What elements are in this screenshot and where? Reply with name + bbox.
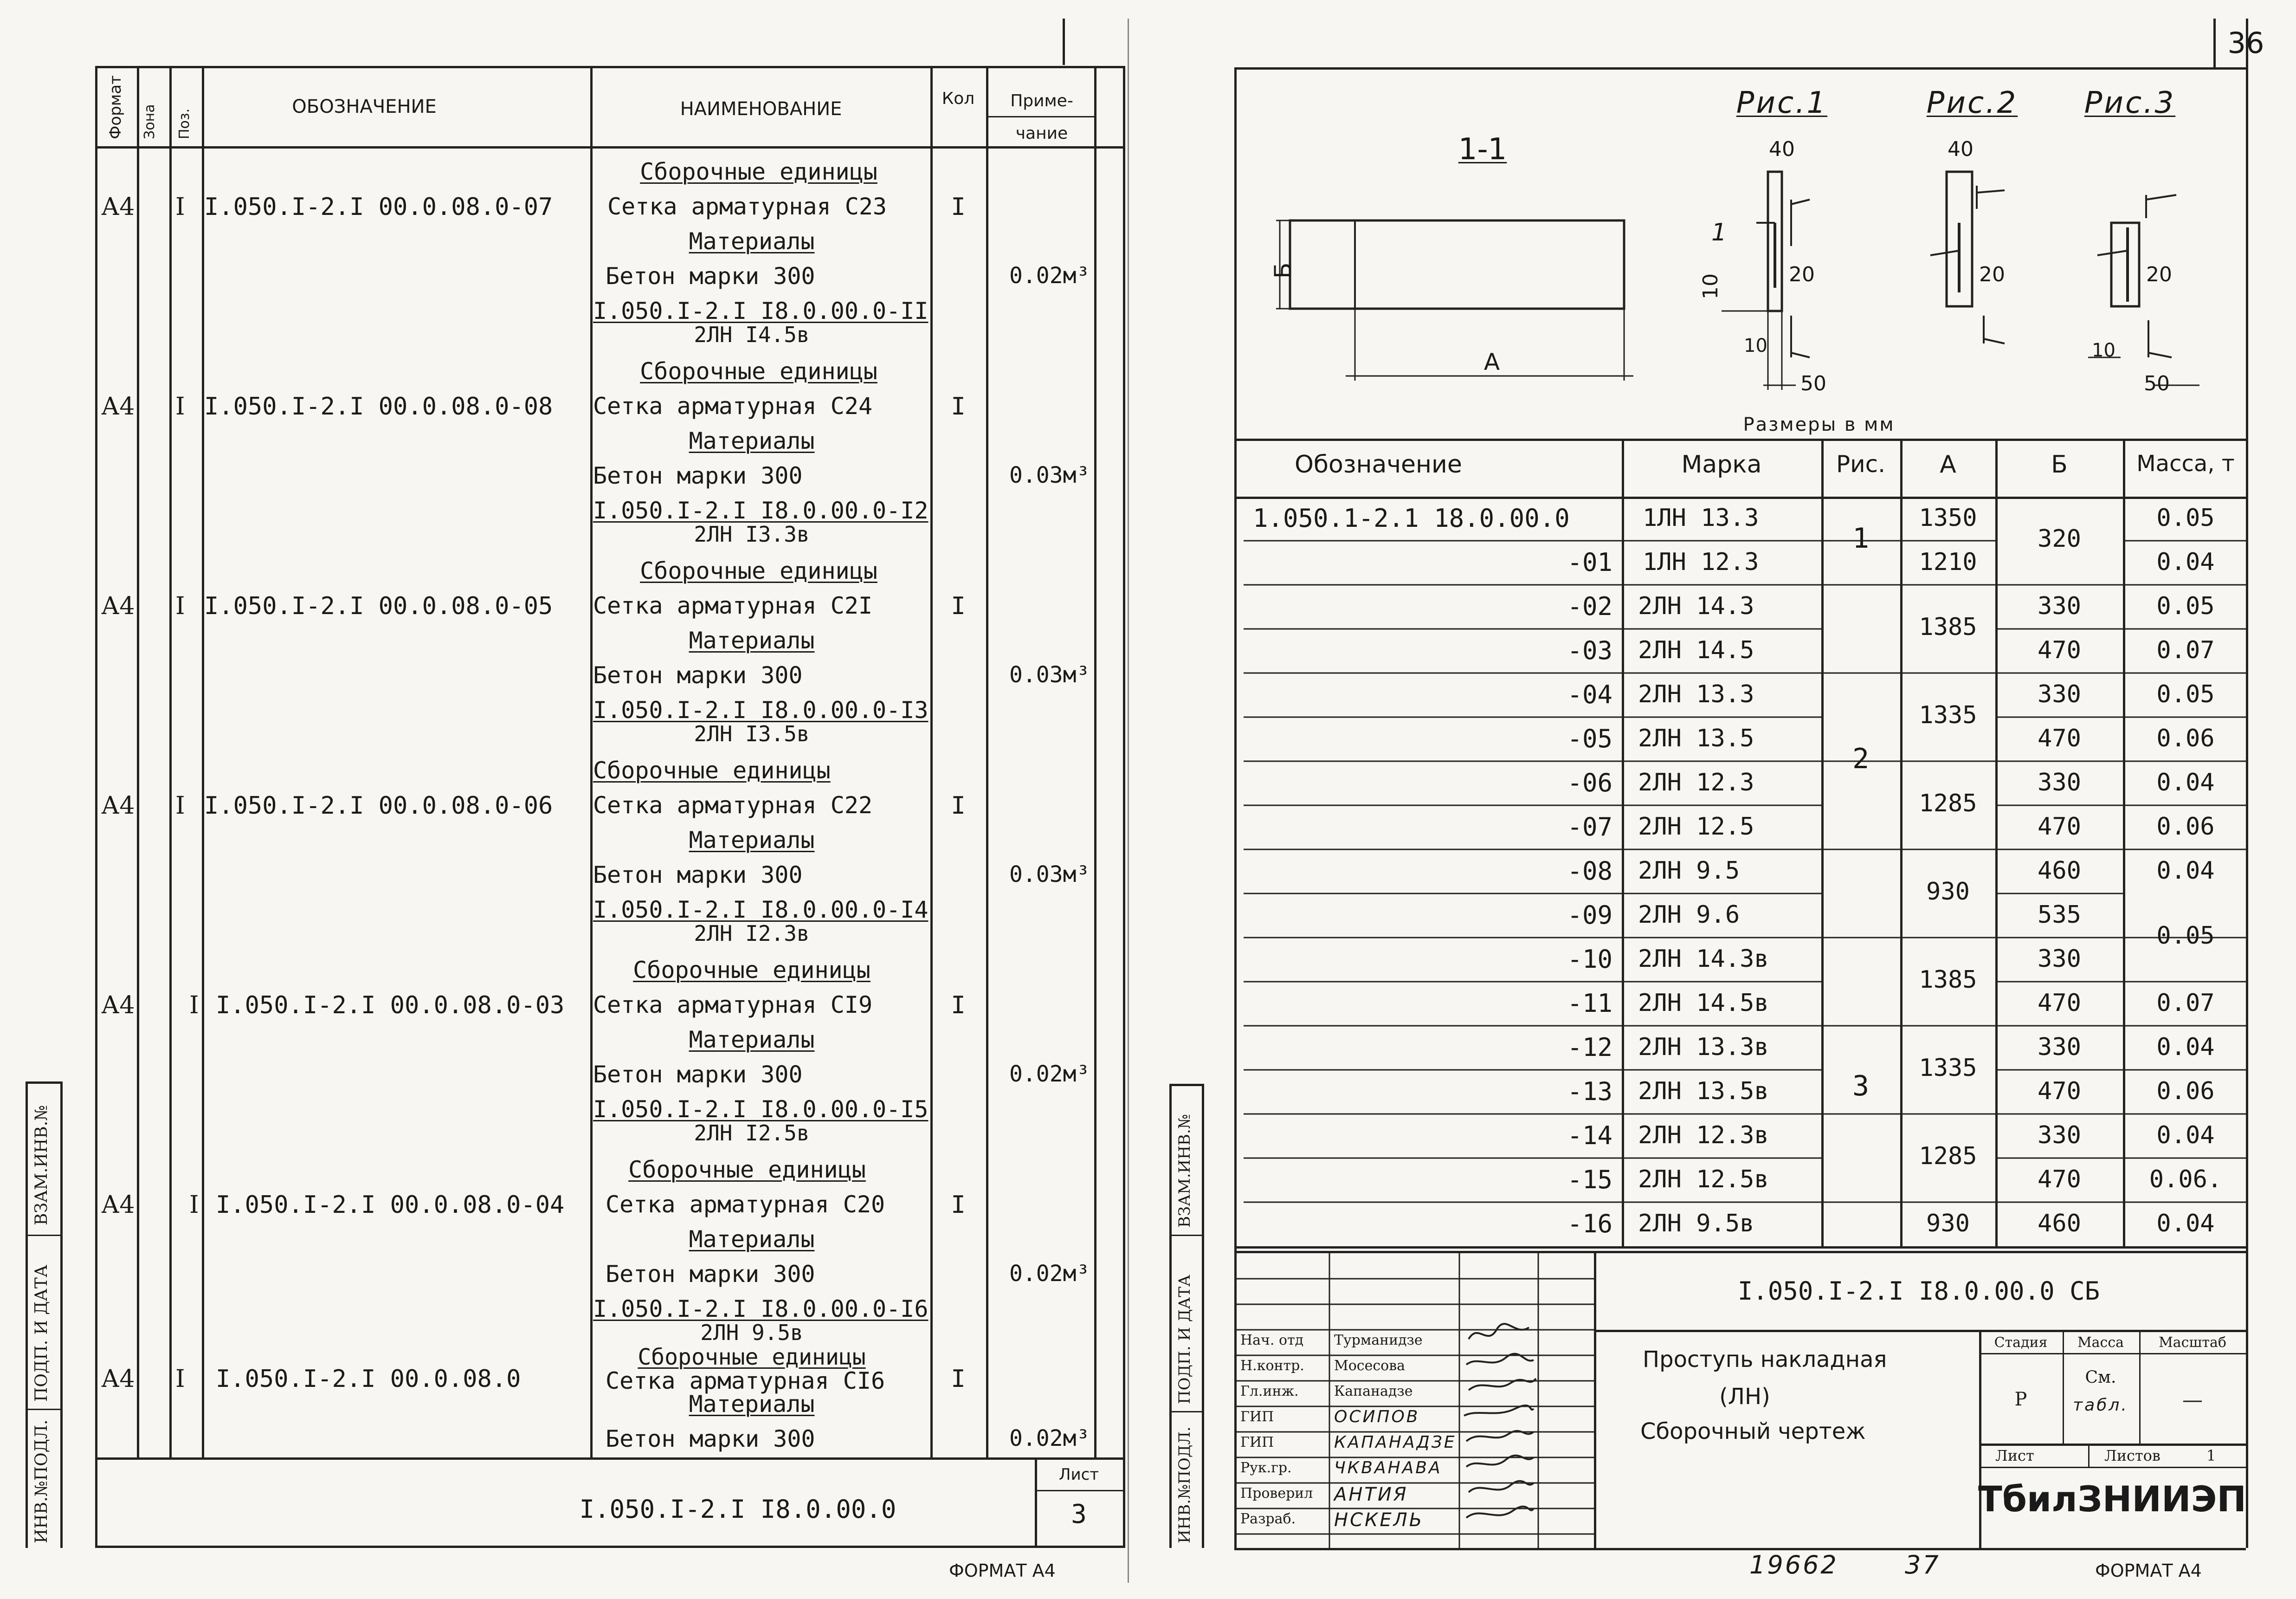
row-b: 320 <box>2038 525 2081 553</box>
row-b: 330 <box>2038 769 2081 796</box>
row-mark: 2ЛН 14.3в <box>1638 945 1769 973</box>
row-b: 470 <box>2038 725 2081 752</box>
row-mass: 0.04 <box>2156 769 2215 796</box>
tb-mass-1: См. <box>2085 1368 2116 1387</box>
th-designation: Обозначение <box>1295 451 1462 479</box>
fig3-drawing <box>2060 158 2209 399</box>
tb-stage-bottom <box>1979 1444 2246 1446</box>
right-frame-bottom <box>1234 1548 2246 1550</box>
row-b: 470 <box>2038 1077 2081 1105</box>
row-a: 1335 <box>1919 701 1977 729</box>
tb-title-2: (ЛН) <box>1719 1384 1770 1410</box>
row-mark: 2ЛН 13.5 <box>1638 725 1754 752</box>
item-ref: I.050.I-2.I I8.0.00.0-I2 <box>593 497 929 524</box>
tb-code: I.050.I-2.I I8.0.00.0 СБ <box>1737 1276 2100 1306</box>
item-note: 0.02м³ <box>1009 1261 1090 1287</box>
left-col-qty <box>986 66 988 1458</box>
row-mark: 2ЛН 13.5в <box>1638 1077 1769 1105</box>
item-format: А4 <box>101 1191 135 1219</box>
item-materials: Материалы <box>689 1026 815 1053</box>
row-b: 470 <box>2038 636 2081 664</box>
fig2-dim-20: 20 <box>1979 263 2005 286</box>
row-b: 470 <box>2038 1165 2081 1193</box>
left-header-bottom <box>95 146 1123 149</box>
header-note-divider <box>986 116 1094 117</box>
fig1-label: Рис.1 <box>1736 86 1828 120</box>
item-format: А4 <box>101 1365 135 1393</box>
row-mass: 0.05 <box>2156 504 2215 532</box>
left-stamp-div-1 <box>26 1235 60 1236</box>
role: Разраб. <box>1240 1511 1296 1527</box>
item-pos: I <box>175 1365 185 1393</box>
header-name: НАИМЕНОВАНИЕ <box>680 98 842 120</box>
row-b: 330 <box>2038 592 2081 620</box>
left-frame-right <box>1123 66 1125 1548</box>
item-assembly: Сетка арматурная С22 <box>593 792 873 819</box>
row-mass: 0.05 <box>2156 922 2215 950</box>
right-stamp-inner <box>1202 1084 1204 1548</box>
item-assembly: Сетка арматурная С24 <box>593 393 873 420</box>
tb-sheets-label: Листов <box>2104 1447 2161 1464</box>
header-note-2: чание <box>1015 124 1068 143</box>
fig2-drawing <box>1903 158 2023 381</box>
tb-title-1: Проступь накладная <box>1643 1347 1887 1372</box>
tb-sheet-header <box>1979 1467 2246 1468</box>
page-number: 36 <box>2227 26 2264 60</box>
item-qty: I <box>951 592 966 620</box>
left-col-designation <box>590 66 593 1458</box>
fig3-label: Рис.3 <box>2084 86 2176 120</box>
name: АНТИЯ <box>1334 1484 1408 1505</box>
row-suffix: -07 <box>1567 812 1612 842</box>
row-mark: 2ЛН 13.3в <box>1638 1033 1769 1061</box>
item-pos: I <box>189 991 199 1019</box>
item-ref: I.050.I-2.I I8.0.00.0-II <box>593 298 929 324</box>
row-mark: 2ЛН 13.3 <box>1638 680 1754 708</box>
item-materials: Материалы <box>689 627 815 654</box>
row-mass: 0.05 <box>2156 592 2215 620</box>
tb-code-bottom <box>1594 1330 2246 1332</box>
left-stamp-replace: ВЗАМ.ИНВ.№ <box>32 1105 51 1225</box>
left-format-label: ФОРМАТ А4 <box>949 1560 1056 1581</box>
role: ГИП <box>1240 1434 1274 1450</box>
right-stamp-div-1 <box>1169 1235 1202 1236</box>
item-materials: Материалы <box>689 1391 815 1418</box>
item-qty: I <box>951 1191 966 1219</box>
dim-a: А <box>1483 349 1500 375</box>
fig2-dim-40: 40 <box>1948 137 1974 161</box>
row-b: 460 <box>2038 1210 2081 1237</box>
item-concrete: Бетон марки 300 <box>593 1061 803 1088</box>
row-b: 330 <box>2038 1033 2081 1061</box>
row-suffix: -02 <box>1567 592 1612 621</box>
item-ref: I.050.I-2.I I8.0.00.0-I4 <box>593 896 929 923</box>
item-concrete: Бетон марки 300 <box>606 1425 815 1452</box>
item-format: А4 <box>101 193 135 221</box>
tb-sheet-label: Лист <box>1995 1447 2034 1464</box>
item-qty: I <box>951 991 966 1019</box>
name: ЧКВАНАВА <box>1334 1458 1442 1477</box>
row-mark: 2ЛН 12.5в <box>1638 1165 1769 1193</box>
item-section: Сборочные единицы <box>640 557 877 584</box>
name: Мосесова <box>1334 1358 1405 1374</box>
item-format: А4 <box>101 393 135 421</box>
fig1-dim-50: 50 <box>1800 372 1826 395</box>
left-col-note <box>1094 66 1096 1458</box>
row-mark: 2ЛН 9.5в <box>1638 1210 1754 1237</box>
left-stamp-div-2 <box>26 1409 60 1410</box>
row-a: 1385 <box>1919 613 1977 641</box>
item-ref-name: 2ЛН 9.5в <box>700 1320 803 1345</box>
item-qty: I <box>951 193 966 221</box>
row-mass: 0.06 <box>2156 813 2215 841</box>
row-mark: 1ЛН 12.3 <box>1643 548 1759 576</box>
row-suffix: -03 <box>1567 636 1612 665</box>
item-designation: I.050.I-2.I 00.0.08.0-03 <box>216 991 565 1019</box>
row-mass: 0.04 <box>2156 1121 2215 1149</box>
row-mark: 2ЛН 9.5 <box>1638 857 1740 885</box>
right-stamp-inv: ИНВ.№ПОДЛ. <box>1175 1426 1194 1543</box>
row-mass: 0.06 <box>2156 1077 2215 1105</box>
left-frame-bottom <box>95 1546 1123 1548</box>
role: Гл.инж. <box>1240 1383 1299 1399</box>
page-fold <box>1128 19 1129 1583</box>
tb-mass-2: табл. <box>2073 1396 2128 1415</box>
row-a: 1285 <box>1919 1142 1977 1170</box>
item-assembly: Сетка арматурная С23 <box>607 193 887 220</box>
row-mass: 0.04 <box>2156 548 2215 576</box>
row-mass: 0.07 <box>2156 989 2215 1017</box>
row-mass: 0.07 <box>2156 636 2215 664</box>
header-format: Формат <box>106 75 125 139</box>
fig1-dim-10a: 10 <box>1699 273 1722 299</box>
left-footer-code: I.050.I-2.I I8.0.00.0 <box>579 1495 896 1524</box>
section-label: 1-1 <box>1458 132 1507 167</box>
fig1-dim-20: 20 <box>1789 263 1815 286</box>
item-note: 0.03м³ <box>1009 462 1090 488</box>
row-suffix: -08 <box>1567 856 1612 886</box>
th-b: Б <box>2051 451 2068 479</box>
row-a: 1210 <box>1919 548 1977 576</box>
row-mark: 1ЛН 13.3 <box>1643 504 1759 532</box>
role: Н.контр. <box>1240 1358 1304 1374</box>
name: Турманидзе <box>1334 1332 1423 1348</box>
tb-stage: Р <box>2014 1389 2027 1410</box>
item-qty: I <box>951 792 966 820</box>
left-footer-divider <box>1035 1457 1037 1548</box>
left-stamp-sign: ПОДП. И ДАТА <box>32 1264 51 1402</box>
page-number-box <box>2213 19 2216 67</box>
item-ref: I.050.I-2.I I8.0.00.0-I6 <box>593 1295 929 1322</box>
left-col-zone <box>169 66 172 1458</box>
item-designation: I.050.I-2.I 00.0.08.0 <box>216 1365 521 1393</box>
fig1-dim-10b: 10 <box>1744 335 1767 356</box>
right-sheet-number: 37 <box>1905 1550 1941 1580</box>
row-mark: 2ЛН 14.5 <box>1638 636 1754 664</box>
row-a: 1335 <box>1919 1054 1977 1082</box>
item-ref-name: 2ЛН I2.3в <box>694 921 810 946</box>
item-qty: I <box>951 1365 966 1393</box>
header-pos: Поз. <box>176 108 193 139</box>
row-b: 460 <box>2038 857 2081 885</box>
row-a: 1350 <box>1919 504 1977 532</box>
item-pos: I <box>189 1191 199 1219</box>
row-mass: 0.04 <box>2156 857 2215 885</box>
header-zone: Зона <box>142 104 158 139</box>
tb-title-3: Сборочный чертеж <box>1640 1418 1866 1444</box>
row-mass: 0.04 <box>2156 1210 2215 1237</box>
item-note: 0.02м³ <box>1009 263 1090 289</box>
right-stamp-sign: ПОДП. И ДАТА <box>1175 1275 1194 1404</box>
item-pos: I <box>175 393 185 421</box>
header-qty: Кол <box>942 89 975 108</box>
row-mark: 2ЛН 14.5в <box>1638 989 1769 1017</box>
row-a: 1285 <box>1919 790 1977 817</box>
row-a: 930 <box>1926 1210 1970 1237</box>
inv-number: 19662 <box>1749 1550 1838 1580</box>
header-note-1: Приме- <box>1010 91 1073 110</box>
item-materials: Материалы <box>689 1226 815 1253</box>
item-concrete: Бетон марки 300 <box>593 861 803 888</box>
left-stamp-inner <box>60 1081 63 1548</box>
row-mark: 2ЛН 12.3 <box>1638 769 1754 796</box>
left-frame-tick <box>1063 19 1065 65</box>
left-footer-sheet-divider <box>1035 1490 1123 1491</box>
row-suffix: -04 <box>1567 680 1612 709</box>
item-materials: Материалы <box>689 228 815 255</box>
name: Капанадзе <box>1334 1383 1413 1399</box>
item-assembly: Сетка арматурная СI6 <box>606 1367 885 1394</box>
row-b: 330 <box>2038 680 2081 708</box>
item-section: Сборочные единицы <box>638 1344 866 1370</box>
row-a: 930 <box>1926 878 1970 906</box>
tb-scale: — <box>2182 1388 2203 1412</box>
name: ОСИПОВ <box>1334 1407 1420 1426</box>
left-footer-sheet-label: Лист <box>1058 1465 1099 1484</box>
tb-org: ТбилЗНИИЭП <box>1978 1478 2247 1520</box>
row-b: 330 <box>2038 945 2081 973</box>
item-section: Сборочные единицы <box>628 1156 866 1183</box>
item-designation: I.050.I-2.I 00.0.08.0-07 <box>204 193 553 221</box>
item-note: 0.03м³ <box>1009 662 1090 688</box>
role: Проверил <box>1240 1485 1313 1502</box>
row-fig: 2 <box>1852 743 1870 775</box>
row-mark: 2ЛН 12.5 <box>1638 813 1754 841</box>
left-frame-top <box>95 66 1123 68</box>
item-designation: I.050.I-2.I 00.0.08.0-04 <box>216 1191 565 1219</box>
item-pos: I <box>175 792 185 820</box>
tb-mass-label: Масса <box>2077 1334 2124 1351</box>
right-stamp-replace: ВЗАМ.ИНВ.№ <box>1175 1114 1194 1228</box>
tb-stage-header <box>1979 1353 2246 1354</box>
item-note: 0.02м³ <box>1009 1061 1090 1087</box>
tb-stage-label: Стадия <box>1994 1334 2048 1351</box>
item-ref-name: 2ЛН I4.5в <box>694 322 810 347</box>
item-pos: I <box>175 592 185 620</box>
role: Рук.гр. <box>1240 1460 1292 1476</box>
tb-stage-div-1 <box>2063 1330 2064 1444</box>
table-top <box>1234 439 2246 441</box>
left-col-format <box>137 66 139 1458</box>
role: ГИП <box>1240 1409 1274 1425</box>
row-suffix: -06 <box>1567 768 1612 797</box>
item-format: А4 <box>101 792 135 820</box>
left-stamp-outer <box>26 1081 28 1548</box>
dim-b: Б <box>1270 262 1296 278</box>
row-suffix: -10 <box>1567 945 1612 974</box>
left-stamp-top <box>26 1081 60 1084</box>
tb-sheet-div <box>2088 1444 2090 1467</box>
name: КАПАНАДЗЕ <box>1334 1433 1457 1452</box>
item-designation: I.050.I-2.I 00.0.08.0-05 <box>204 592 553 620</box>
item-note: 0.02м³ <box>1009 1425 1090 1451</box>
th-mass: Масса, т <box>2136 451 2235 477</box>
row-b: 470 <box>2038 813 2081 841</box>
left-footer-top <box>95 1457 1123 1460</box>
tb-left-div <box>1594 1251 1596 1548</box>
right-stamp-outer <box>1169 1084 1172 1548</box>
th-fig: Рис. <box>1836 451 1886 478</box>
row-a: 1385 <box>1919 966 1977 994</box>
item-assembly: Сетка арматурная СI9 <box>593 991 873 1018</box>
fig2-label: Рис.2 <box>1926 86 2018 120</box>
item-pos: I <box>175 193 185 221</box>
item-section: Сборочные единицы <box>640 158 877 185</box>
fig1-cut-mark: 1 <box>1711 219 1729 246</box>
row-mass: 0.06. <box>2149 1165 2222 1193</box>
row-mark: 2ЛН 14.3 <box>1638 592 1754 620</box>
item-qty: I <box>951 393 966 421</box>
row-b: 470 <box>2038 989 2081 1017</box>
fig3-dim-50: 50 <box>2144 372 2170 395</box>
fig1-dim-40: 40 <box>1769 137 1795 161</box>
row-suffix: -13 <box>1567 1077 1612 1106</box>
section-1-1-drawing <box>1267 204 1666 390</box>
row-suffix: -01 <box>1567 548 1612 577</box>
row-suffix: -09 <box>1567 900 1612 930</box>
item-ref-name: 2ЛН I2.5в <box>694 1120 810 1146</box>
row-mass: 0.05 <box>2156 680 2215 708</box>
role: Нач. отд <box>1240 1332 1304 1348</box>
row-suffix: -12 <box>1567 1033 1612 1062</box>
row-b: 330 <box>2038 1121 2081 1149</box>
item-materials: Материалы <box>689 827 815 854</box>
left-frame-left <box>95 66 97 1548</box>
item-designation: I.050.I-2.I 00.0.08.0-08 <box>204 393 553 421</box>
row-mass: 0.06 <box>2156 725 2215 752</box>
row-suffix: -11 <box>1567 989 1612 1018</box>
item-ref-name: 2ЛН I3.5в <box>694 721 810 746</box>
right-stamp-div-2 <box>1169 1411 1202 1412</box>
item-ref-name: 2ЛН I3.3в <box>694 522 810 547</box>
left-footer-sheet-number: 3 <box>1071 1499 1087 1529</box>
item-format: А4 <box>101 592 135 620</box>
units-note: Размеры в мм <box>1743 414 1895 435</box>
right-frame-top <box>1234 67 2246 70</box>
row-b: 535 <box>2038 901 2081 929</box>
fig3-dim-20: 20 <box>2146 263 2172 286</box>
item-section: Сборочные единицы <box>640 358 877 385</box>
row-fig: 1 <box>1852 522 1870 555</box>
item-assembly: Сетка арматурная С2I <box>593 592 873 619</box>
header-designation: ОБОЗНАЧЕНИЕ <box>292 96 437 117</box>
item-format: А4 <box>101 991 135 1019</box>
row-fig: 3 <box>1852 1070 1870 1102</box>
tb-sheets: 1 <box>2206 1447 2216 1464</box>
item-concrete: Бетон марки 300 <box>606 1261 815 1288</box>
row-suffix: -15 <box>1567 1165 1612 1194</box>
item-note: 0.03м³ <box>1009 861 1090 887</box>
right-stamp-top <box>1169 1084 1202 1086</box>
item-section: Сборочные единицы <box>633 957 871 984</box>
row-mark: 2ЛН 9.6 <box>1638 901 1740 929</box>
item-materials: Материалы <box>689 427 815 454</box>
item-designation: I.050.I-2.I 00.0.08.0-06 <box>204 792 553 820</box>
fig3-dim-10: 10 <box>2092 340 2115 361</box>
row-suffix: -14 <box>1567 1121 1612 1150</box>
left-col-name <box>930 66 933 1458</box>
row-suffix: -05 <box>1567 724 1612 753</box>
row-mass: 0.04 <box>2156 1033 2215 1061</box>
tb-scale-label: Масштаб <box>2159 1334 2226 1351</box>
th-a: А <box>1940 451 1956 479</box>
item-ref: I.050.I-2.I I8.0.00.0-I3 <box>593 697 929 724</box>
item-section: Сборочные единицы <box>593 757 831 784</box>
tb-stage-div-2 <box>2139 1330 2141 1444</box>
row-mark: 2ЛН 12.3в <box>1638 1121 1769 1149</box>
item-assembly: Сетка арматурная С20 <box>606 1191 885 1218</box>
signature-scribbles <box>1459 1318 1538 1546</box>
item-concrete: Бетон марки 300 <box>606 263 815 290</box>
right-frame-right <box>2246 19 2248 1548</box>
row-suffix: -16 <box>1567 1209 1612 1238</box>
item-concrete: Бетон марки 300 <box>593 662 803 689</box>
left-col-pos <box>202 66 204 1458</box>
right-format-label: ФОРМАТ А4 <box>2095 1560 2202 1581</box>
signature-grid <box>1234 1251 1594 1548</box>
row-designation-main: 1.050.1-2.1 18.0.00.0 <box>1253 504 1570 533</box>
item-concrete: Бетон марки 300 <box>593 462 803 489</box>
name: НСКЕЛЬ <box>1334 1509 1424 1531</box>
item-ref: I.050.I-2.I I8.0.00.0-I5 <box>593 1096 929 1123</box>
left-stamp-inv: ИНВ.№ПОДЛ. <box>32 1419 51 1543</box>
th-mark: Марка <box>1681 451 1762 479</box>
